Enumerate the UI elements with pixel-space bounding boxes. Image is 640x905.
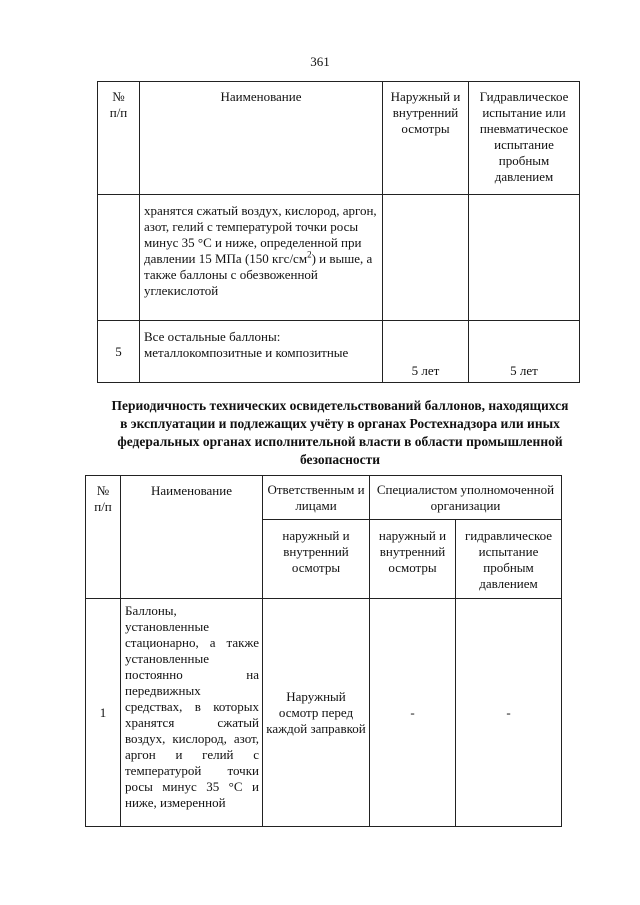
table-cell-spec-visual: -: [370, 599, 456, 827]
page-number: 361: [310, 54, 330, 69]
col-header-resp-visual: наружный и внутренний осмотры: [263, 520, 370, 599]
col-header-name: Наименование: [121, 476, 263, 599]
col-header-spec-hydraulic: гидравлическое испытание пробным давлением: [456, 520, 562, 599]
row-number: 1: [86, 599, 121, 827]
table-cell-name: [140, 195, 383, 321]
table-cell-visual: 5 лет: [383, 321, 469, 383]
table-cell-name: Все остальные баллоны: металлокомпозитные и композитные: [140, 321, 383, 383]
col-header-spec-visual: наружный и внутренний осмотры: [370, 520, 456, 599]
table-cell-resp-visual: Наружный осмотр перед каждой заправкой: [263, 599, 370, 827]
col-header-name: Наименование: [140, 82, 383, 195]
col-header-visual: Наружный и внутренний осмотры: [383, 82, 469, 195]
col-header-num: № п/п: [86, 476, 121, 599]
row-number: 5: [98, 321, 140, 383]
inspection-table-2: [85, 475, 562, 827]
table-cell: [98, 195, 140, 321]
cell-text: хранятся сжатый воздух, кислород, аргон, азот, гелий с температурой точки росы минус 35 °С и ниже, определенной при давлении 15 МПа (150 кгс/$см^2$) и выше, а также баллоны с обезвоженной углекислотой: [144, 203, 377, 298]
section-heading: Периодичность технических освидетельствований баллонов, находящихся в эксплуатации и подлежащих учёту в органах Ростехнадзора или иных федеральных органах исполнительной власти в области промышленной безопасности: [111, 398, 569, 467]
table-cell-spec-hydraulic: -: [456, 599, 562, 827]
col-header-hydraulic: Гидравлическое испытание или пневматическое испытание пробным давлением: [469, 82, 580, 195]
table-cell: [383, 195, 469, 321]
col-header-num: № п/п: [98, 82, 140, 195]
table-cell-name: Баллоны, установленные стационарно, а также установленные постоянно на передвижных средствах, в которых хранятся сжатый воздух, кислород, азот, аргон и гелий с температурой точки росы минус 35 °С и ниже, измеренной: [121, 599, 263, 827]
col-header-specialist: Специалистом уполномоченной организации: [370, 476, 562, 520]
inspection-table-1: [97, 81, 580, 383]
col-header-responsible: Ответственным и лицами: [263, 476, 370, 520]
table-cell: [469, 195, 580, 321]
table-cell-hydraulic: 5 лет: [469, 321, 580, 383]
